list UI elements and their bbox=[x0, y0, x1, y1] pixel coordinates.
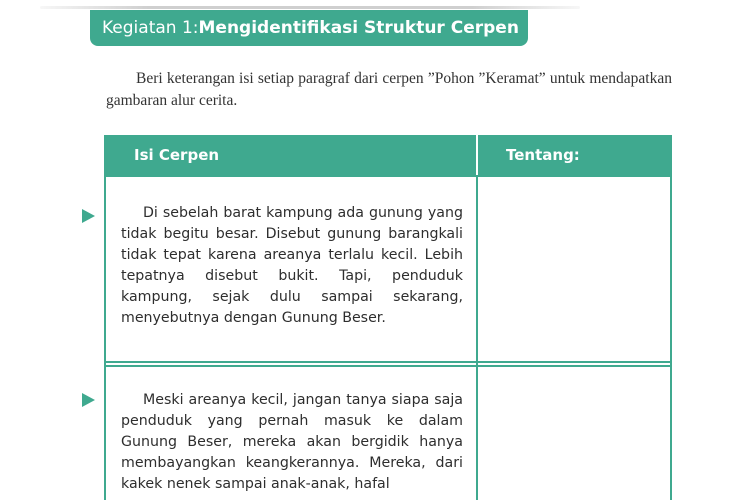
top-divider bbox=[40, 6, 580, 9]
about-answer-cell[interactable] bbox=[480, 369, 668, 500]
story-structure-table bbox=[104, 135, 672, 500]
activity-prefix: Kegiatan 1: bbox=[102, 18, 199, 38]
row-divider bbox=[106, 365, 670, 367]
header-content-column: Isi Cerpen bbox=[134, 146, 220, 164]
row-marker-arrow-icon bbox=[82, 393, 95, 407]
activity-title: Mengidentifikasi Struktur Cerpen bbox=[198, 18, 519, 38]
column-divider bbox=[476, 175, 478, 500]
row-divider bbox=[106, 175, 670, 177]
header-about-column: Tentang: bbox=[506, 146, 580, 164]
story-paragraph-cell: Meski areanya kecil, jangan tanya siapa saja penduduk yang pernah masuk ke dalam Gunung Beser, mereka akan bergidik hanya membayangkan keangkerannya. Mereka, dari kakek nenek sampai anak-anak, hafal bbox=[121, 392, 463, 492]
activity-banner bbox=[90, 10, 528, 46]
table-header bbox=[106, 135, 670, 175]
instructions-paragraph: Beri keterangan isi setiap paragraf dari cerpen ”Pohon ”Keramat” untuk mendapatkan gambaran alur cerita. bbox=[106, 70, 672, 109]
story-paragraph-cell: Di sebelah barat kampung ada gunung yang tidak begitu besar. Disebut gunung barangkali tidak tepat karena areanya terlalu kecil. Lebih tepatnya disebut bukit. Tapi, penduduk kampung, sejak dulu sampai sekarang, menyebutnya dengan Gunung Beser. bbox=[121, 205, 463, 326]
header-divider bbox=[476, 135, 478, 175]
about-answer-cell[interactable] bbox=[480, 179, 668, 359]
row-marker-arrow-icon bbox=[82, 209, 95, 223]
row-divider bbox=[106, 361, 670, 363]
